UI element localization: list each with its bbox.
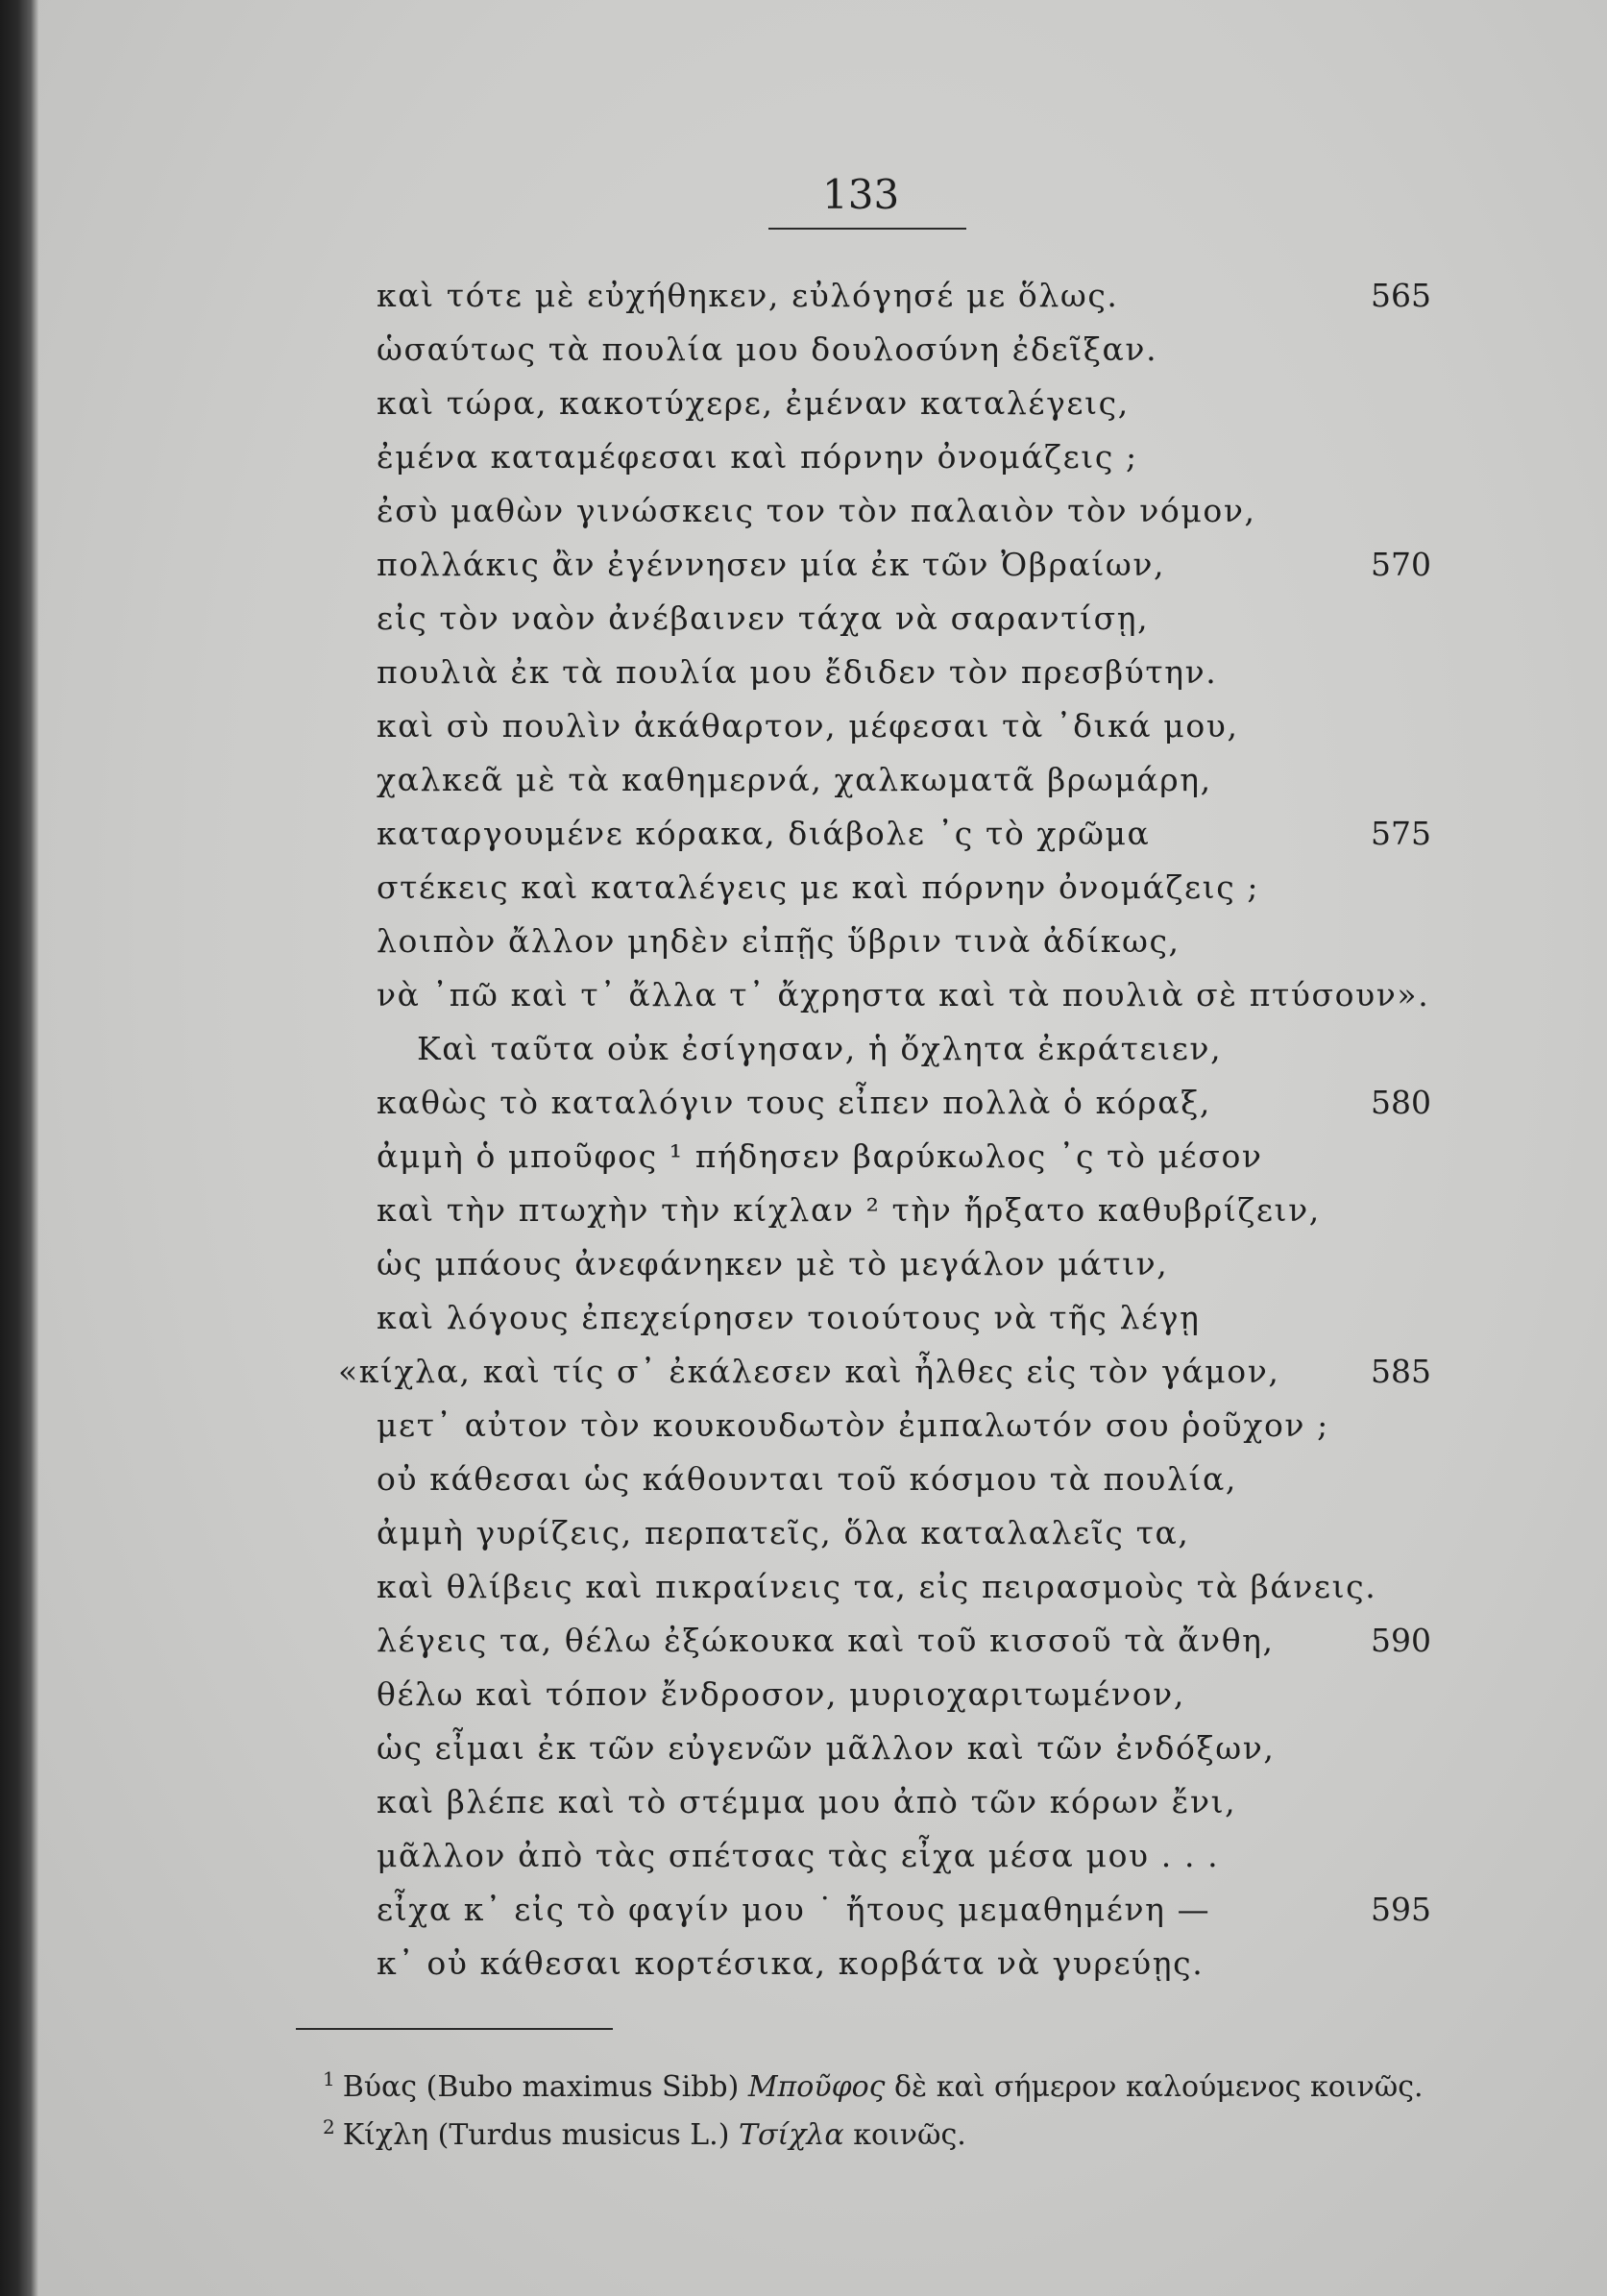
verse-line: ὡς εἶμαι ἐκ τῶν εὐγενῶν μᾶλλον καὶ τῶν ἐνδόξων, bbox=[377, 1729, 1276, 1767]
footnote-2 bbox=[323, 2106, 966, 2152]
verse-line: μᾶλλον ἀπὸ τὰς σπέτσας τὰς εἶχα μέσα μου . . . bbox=[377, 1837, 1220, 1874]
verse-line: ὡσαύτως τὰ πουλία μου δουλοσύνη ἐδεῖξαν. bbox=[377, 330, 1158, 368]
verse-line: καὶ τότε μὲ εὐχήθηκεν, εὐλόγησέ με ὅλως. bbox=[377, 277, 1119, 314]
verse-line: πουλιὰ ἐκ τὰ πουλία μου ἔδιδεν τὸν πρεσβύτην. bbox=[377, 653, 1218, 691]
verse-line: καὶ βλέπε καὶ τὸ στέμμα μου ἀπὸ τῶν κόρων ἔνι, bbox=[377, 1783, 1237, 1820]
footnote-rule bbox=[296, 2028, 613, 2030]
verse-line: πολλάκις ἂν ἐγέννησεν μία ἐκ τῶν Ὀβραίων, bbox=[377, 546, 1166, 583]
verse-line: καὶ τώρα, κακοτύχερε, ἐμέναν καταλέγεις, bbox=[377, 384, 1130, 422]
line-number: 585 bbox=[1371, 1353, 1431, 1390]
verse-line: Καὶ ταῦτα οὐκ ἐσίγησαν, ἡ ὄχλητα ἐκράτειεν, bbox=[417, 1030, 1223, 1067]
verse-line: λέγεις τα, θέλω ἐξώκουκα καὶ τοῦ κισσοῦ τὰ ἄνθη, bbox=[377, 1622, 1275, 1659]
verse-line: οὐ κάθεσαι ὡς κάθουνται τοῦ κόσμου τὰ πουλία, bbox=[377, 1460, 1237, 1498]
footnote-marker: 2 bbox=[323, 2115, 335, 2138]
line-number: 595 bbox=[1371, 1891, 1431, 1928]
verse-line: καὶ τὴν πτωχὴν τὴν κίχλαν ² τὴν ἤρξατο καθυβρίζειν, bbox=[377, 1191, 1321, 1229]
footnote-text: δὲ καὶ σήμερον καλούμενος κοινῶς. bbox=[894, 2070, 1424, 2104]
verse-line: καὶ λόγους ἐπεχείρησεν τοιούτους νὰ τῆς λέγῃ bbox=[377, 1299, 1201, 1336]
verse-line: καθὼς τὸ καταλόγιν τους εἶπεν πολλὰ ὁ κόραξ, bbox=[377, 1084, 1212, 1121]
line-number: 575 bbox=[1371, 815, 1431, 852]
verse-line: ἐσὺ μαθὼν γινώσκεις τον τὸν παλαιὸν τὸν νόμον, bbox=[377, 492, 1256, 529]
footnote-1 bbox=[323, 2058, 1424, 2104]
line-number: 590 bbox=[1371, 1622, 1431, 1659]
verse-line: λοιπὸν ἄλλον μηδὲν εἰπῇς ὕβριν τινὰ ἀδίκως, bbox=[377, 922, 1181, 960]
verse-line: ἐμένα καταμέφεσαι καὶ πόρνην ὀνομάζεις ; bbox=[377, 438, 1138, 476]
verse-line: κ᾿ οὐ κάθεσαι κορτέσικα, κορβάτα νὰ γυρεύῃς. bbox=[377, 1944, 1205, 1982]
verse-line: ὡς μπάους ἀνεφάνηκεν μὲ τὸ μεγάλον μάτιν, bbox=[377, 1245, 1169, 1282]
line-number: 570 bbox=[1371, 546, 1431, 583]
verse-line: καὶ θλίβεις καὶ πικραίνεις τα, εἰς πειρασμοὺς τὰ βάνεις. bbox=[377, 1568, 1377, 1605]
verse-line: νὰ ᾿πῶ καὶ τ᾿ ἄλλα τ᾿ ἄχρηστα καὶ τὰ πουλιὰ σὲ πτύσουν». bbox=[377, 976, 1430, 1014]
footnote-text: κοινῶς. bbox=[853, 2118, 966, 2152]
footnote-text: Κίχλη (Turdus musicus L.) bbox=[342, 2118, 730, 2152]
verse-line: χαλκεᾶ μὲ τὰ καθημερνά, χαλκωματᾶ βρωμάρη, bbox=[377, 761, 1212, 798]
line-number: 565 bbox=[1371, 277, 1431, 314]
verse-line: «κίχλα, καὶ τίς σ᾿ ἐκάλεσεν καὶ ἦλθες εἰς τὸν γάμον, bbox=[338, 1353, 1280, 1390]
page-number: 133 bbox=[822, 171, 900, 218]
footnote-marker: 1 bbox=[323, 2067, 335, 2090]
verse-line: ἀμμὴ ὁ μποῦφος ¹ πήδησεν βαρύκωλος ᾿ς τὸ μέσον bbox=[377, 1137, 1263, 1175]
verse-line: καὶ σὺ πουλὶν ἀκάθαρτον, μέφεσαι τὰ ᾿δικά μου, bbox=[377, 707, 1239, 745]
verse-line: ἀμμὴ γυρίζεις, περπατεῖς, ὅλα καταλαλεῖς τα, bbox=[377, 1514, 1190, 1551]
verse-line: θέλω καὶ τόπον ἔνδροσον, μυριοχαριτωμένον, bbox=[377, 1675, 1185, 1713]
verse-line: εἶχα κ᾿ εἰς τὸ φαγίν μου ˙ ἤτους μεμαθημένη — bbox=[377, 1891, 1211, 1928]
verse-line: μετ᾿ αὐτον τὸν κουκουδωτὸν ἐμπαλωτόν σου ῥοῦχον ; bbox=[377, 1406, 1329, 1444]
verse-line: καταργουμένε κόρακα, διάβολε ᾿ς τὸ χρῶμα bbox=[377, 815, 1151, 852]
verse-line: στέκεις καὶ καταλέγεις με καὶ πόρνην ὀνομάζεις ; bbox=[377, 868, 1260, 906]
line-number: 580 bbox=[1371, 1084, 1431, 1121]
footnote-italic-term: Τσίχλα bbox=[738, 2118, 844, 2152]
footnote-text: Βύας (Bubo maximus Sibb) bbox=[342, 2070, 740, 2104]
verse-line: εἰς τὸν ναὸν ἀνέβαινεν τάχα νὰ σαραντίσῃ, bbox=[377, 599, 1150, 637]
footnote-italic-term: Μποῦφος bbox=[747, 2070, 886, 2104]
